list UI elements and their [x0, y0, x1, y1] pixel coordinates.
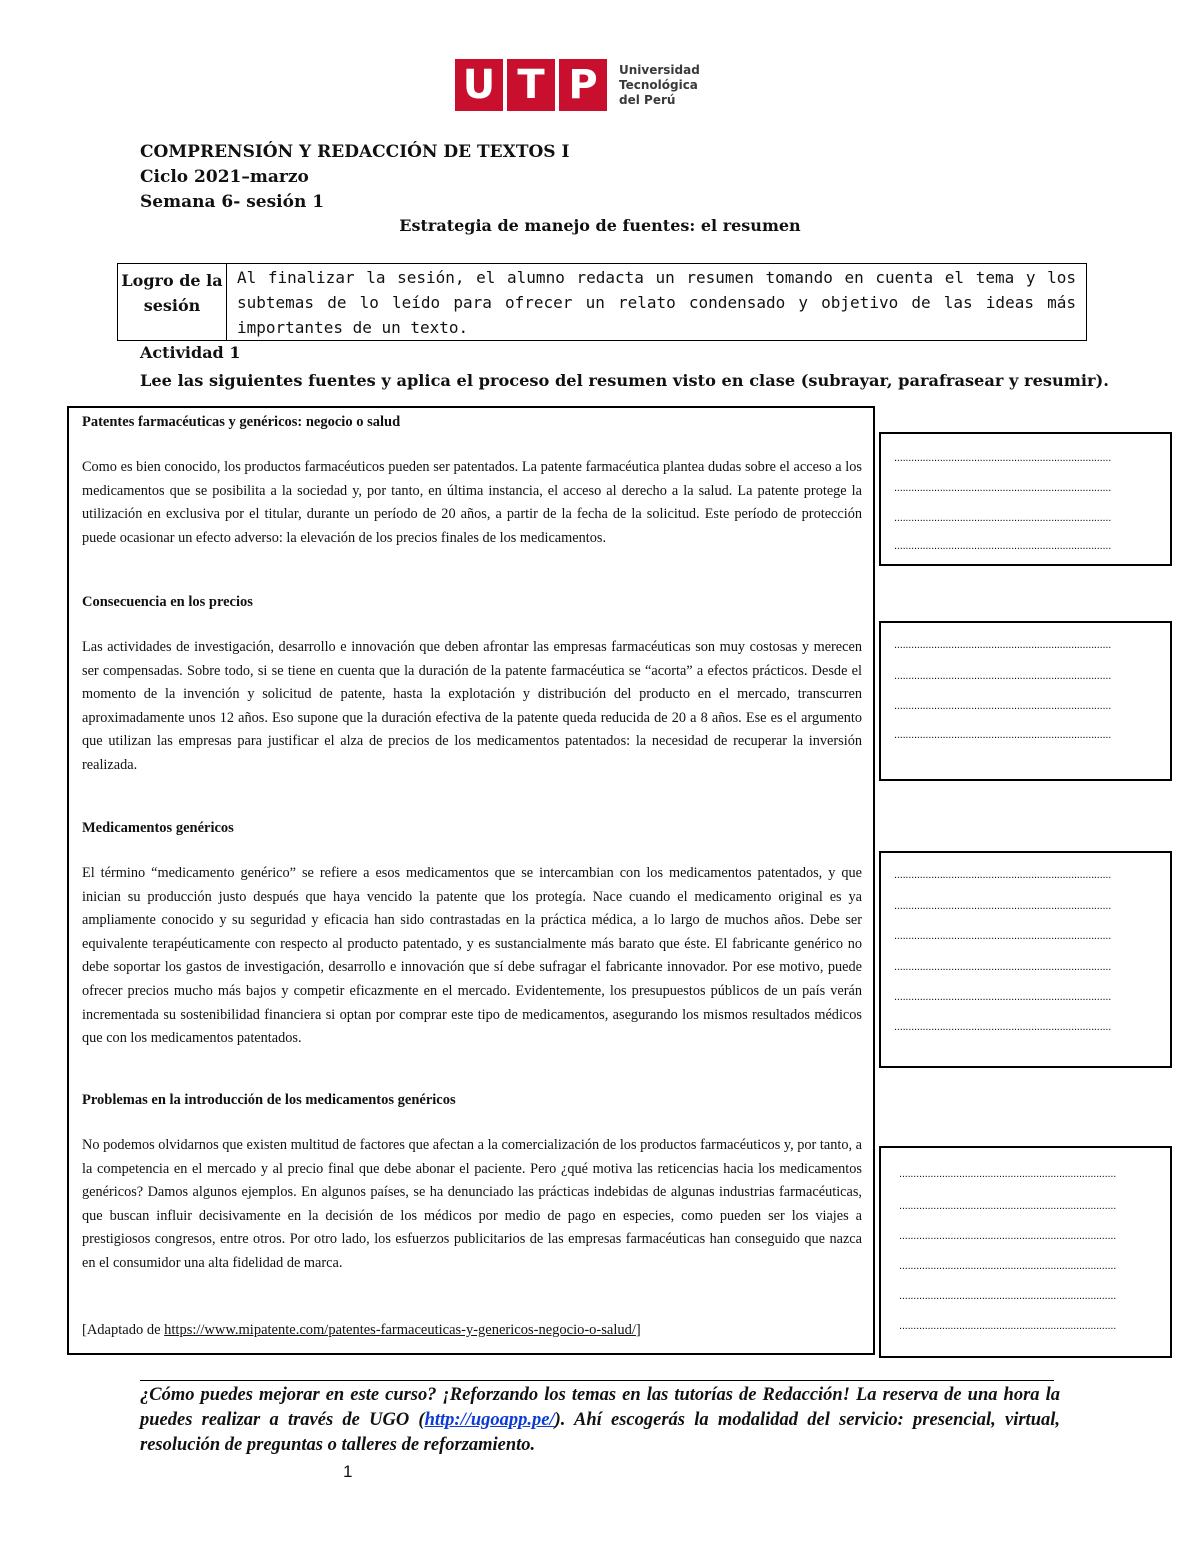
- dotted-line: ............................................................................: [894, 670, 1112, 682]
- dotted-line: ............................................................................: [899, 1260, 1117, 1272]
- week-label: Semana 6- sesión 1: [140, 192, 325, 212]
- logo-letter-u: U: [455, 59, 503, 111]
- source-link[interactable]: https://www.mipatente.com/patentes-farmaceuticas-y-genericos-negocio-o-salud/: [164, 1322, 636, 1338]
- page-subtitle: Estrategia de manejo de fuentes: el resumen: [399, 216, 801, 235]
- course-title: COMPRENSIÓN Y REDACCIÓN DE TEXTOS I: [140, 142, 570, 162]
- summary-box-1[interactable]: [879, 432, 1172, 566]
- section-heading-problems: Problemas en la introducción de los medicamentos genéricos: [82, 1092, 456, 1108]
- source-citation: [82, 1322, 641, 1339]
- dotted-line: ............................................................................: [894, 639, 1112, 651]
- logo-university-name: [619, 63, 700, 108]
- dotted-line: ............................................................................: [899, 1230, 1117, 1242]
- logro-label: Logro de la sesión: [118, 264, 227, 340]
- section-text-prices: Las actividades de investigación, desarrollo e innovación que deben afrontar las empresas farmacéuticas son muy costosas y merecen ser compensadas. Sobre todo, si se tiene en cuenta que la duración de la patente farmacéutica se “acorta” a efectos prácticos. Desde el momento de la invención y solicitud de patente, hasta la explotación y distribución del producto en el mercado, transcurren aproximadamente unos 12 años. Eso supone que la duración efectiva de la patente queda reducida de 20 a 8 años. Ese es el argumento que utilizan las empresas para justificar el alza de precios de los medicamentos patentados: la necesidad de recuperar la inversión realizada.: [82, 639, 862, 773]
- source-suffix: ]: [635, 1322, 641, 1338]
- logo-name-line-3: del Perú: [619, 92, 676, 107]
- dotted-line: ............................................................................: [894, 869, 1112, 881]
- dotted-line: ............................................................................: [894, 930, 1112, 942]
- section-heading-prices: Consecuencia en los precios: [82, 594, 253, 610]
- footer-text-2: ). Ahí escogerás la modalidad del servicio: presencial, virtual, resolución de preguntas o talleres de reforzamiento.: [140, 1410, 1061, 1455]
- summary-box-2[interactable]: [879, 621, 1172, 781]
- dotted-line: ............................................................................: [894, 700, 1112, 712]
- article-title: Patentes farmacéuticas y genéricos: negocio o salud: [82, 414, 401, 430]
- summary-box-4[interactable]: [879, 1146, 1172, 1358]
- summary-box-3[interactable]: [879, 851, 1172, 1068]
- dotted-line: ............................................................................: [899, 1320, 1117, 1332]
- dotted-line: ............................................................................: [894, 900, 1112, 912]
- dotted-line: ............................................................................: [894, 452, 1112, 464]
- logro-text: Al finalizar la sesión, el alumno redacta un resumen tomando en cuenta el tema y los subtemas de lo leído para ofrecer un relato condensado y objetivo de las ideas más importantes de un texto.: [237, 268, 1076, 337]
- page-number: 1: [343, 1462, 353, 1481]
- source-prefix: [Adaptado de: [82, 1322, 165, 1338]
- dotted-line: ............................................................................: [899, 1200, 1117, 1212]
- dotted-line: ............................................................................: [894, 540, 1112, 552]
- logo-name-line-1: Universidad: [619, 62, 700, 77]
- logo-letter-t: T: [507, 59, 555, 111]
- ugo-link[interactable]: http://ugoapp.pe/: [424, 1410, 555, 1430]
- dotted-line: ............................................................................: [894, 482, 1112, 494]
- activity-instruction: Lee las siguientes fuentes y aplica el proceso del resumen visto en clase (subrayar, parafrasear y resumir).: [140, 371, 1109, 390]
- section-text-problems: No podemos olvidarnos que existen multitud de factores que afectan a la comercialización de los productos farmacéuticos y, por tanto, a la competencia en el mercado y al precio final que debe abonar el paciente. Pero ¿qué motiva las reticencias hacia los medicamentos genéricos? Damos algunos ejemplos. En algunos países, se ha denunciado las prácticas indebidas de algunas industrias farmacéuticas, que buscan influir decisivamente en la decisión de los médicos por medio de pago en especies, como pueden ser los viajes a prestigiosos congresos, entre otros. Por otro lado, los esfuerzos publicitarios de las empresas farmacéuticas han conseguido que nazca en el consumidor una alta fidelidad de marca.: [82, 1137, 862, 1271]
- logo-letter-p: P: [559, 59, 607, 111]
- footer-text-1: ¿Cómo puedes mejorar en este curso? ¡Reforzando los temas en las tutorías de Redacción! La reserva de una hora la puedes realizar a través de UGO (: [140, 1385, 1060, 1430]
- dotted-line: ............................................................................: [894, 991, 1112, 1003]
- dotted-line: ............................................................................: [894, 512, 1112, 524]
- dotted-line: ............................................................................: [894, 729, 1112, 741]
- dotted-line: ............................................................................: [899, 1290, 1117, 1302]
- section-text-generics: El término “medicamento genérico” se refiere a esos medicamentos que se intercambian con los medicamentos patentados, y que inician su producción justo después que haya vencido la patente que los protegía. Nace cuando el medicamento original es ya ampliamente conocido y su seguridad y eficacia han sido contrastadas en la práctica médica, a lo largo de muchos años. Debe ser equivalente terapéuticamente con respecto al producto patentado, y es sustancialmente más barato que éste. El fabricante genérico no debe soportar los gastos de investigación, desarrollo e innovación que sí debe sufragar el fabricante innovador. Por ese motivo, puede ofrecer precios mucho más bajos y competir eficazmente en el mercado. Evidentemente, los presupuestos públicos de un país verán incrementada su sostenibilidad financiera si optan por comprar este tipo de medicamentos, asegurando los mismos resultados médicos que con los medicamentos patentados.: [82, 865, 862, 1047]
- cycle-label: Ciclo 2021–marzo: [140, 167, 309, 187]
- dotted-line: ............................................................................: [894, 961, 1112, 973]
- dotted-line: ............................................................................: [899, 1168, 1117, 1180]
- footer-divider: [140, 1380, 1054, 1381]
- logo-name-line-2: Tecnológica: [619, 77, 698, 92]
- section-heading-generics: Medicamentos genéricos: [82, 820, 234, 836]
- logro-table: [117, 263, 1087, 341]
- activity-title: Actividad 1: [140, 343, 241, 362]
- article-intro: Como es bien conocido, los productos farmacéuticos pueden ser patentados. La patente farmacéutica plantea dudas sobre el acceso a los medicamentos que se posibilita a la sociedad y, por tanto, en última instancia, el acceso al derecho a la salud. La patente protege la utilización en exclusiva por el titular, durante un período de 20 años, a partir de la fecha de la solicitud. Este período de protección puede ocasionar un efecto adverso: la elevación de los precios finales de los medicamentos.: [82, 459, 862, 546]
- utp-logo: [455, 58, 700, 112]
- footer-note: [140, 1383, 1060, 1458]
- dotted-line: ............................................................................: [894, 1021, 1112, 1033]
